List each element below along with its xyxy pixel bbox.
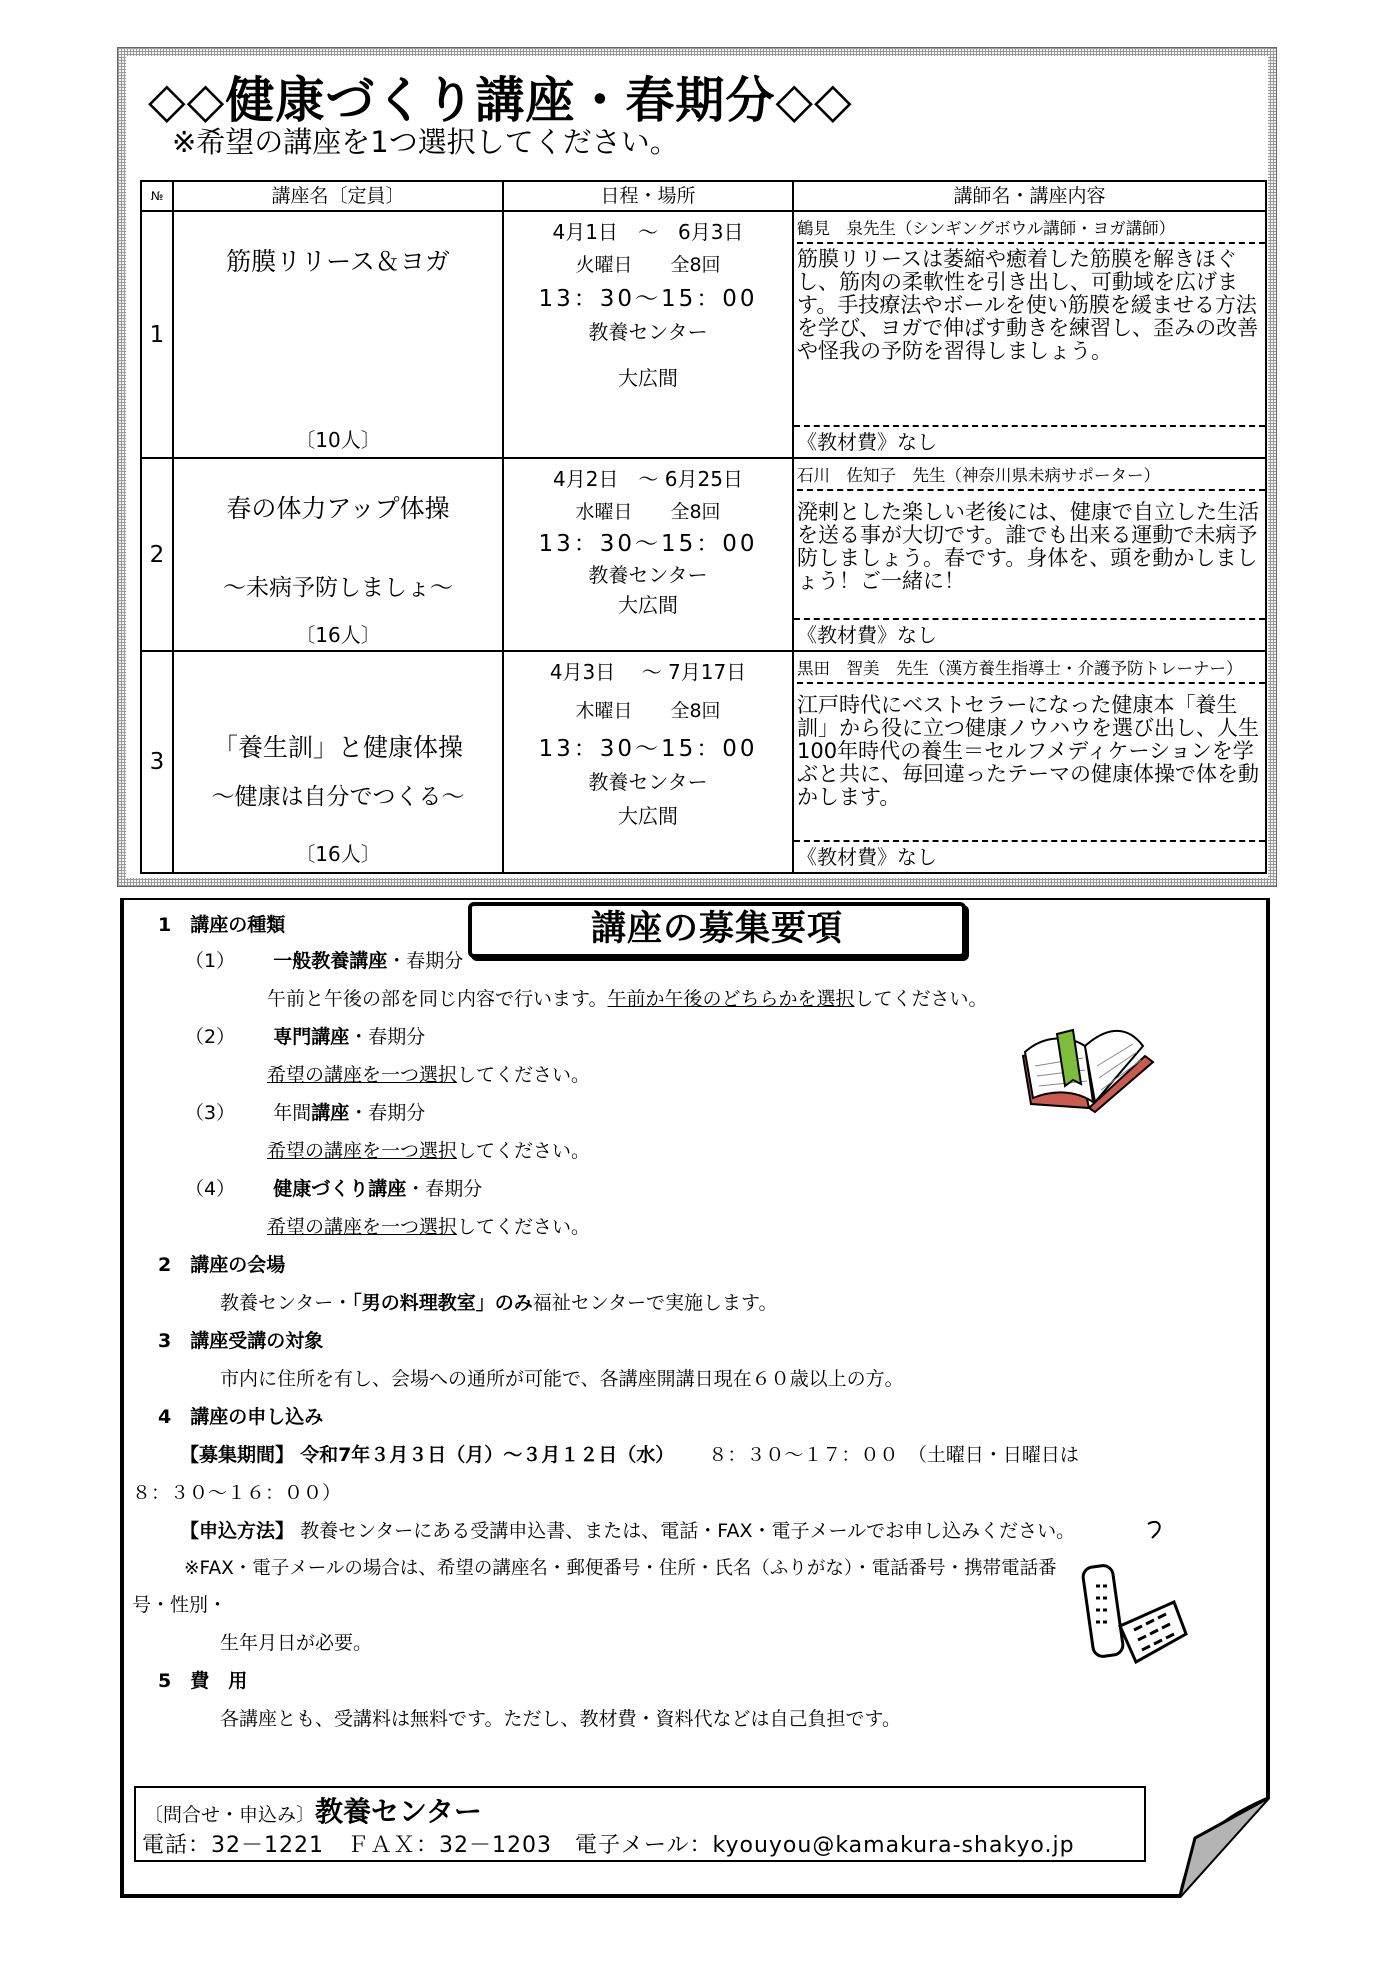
underlined-text: 希望の講座を一つ選択 [267,1140,458,1162]
item-number: （3） [185,1102,236,1124]
course-type-name: 健康づくり講座 [273,1178,407,1200]
header-instructor: 講師名・講座内容 [793,181,1266,211]
course-name: 「養生訓」と健康体操 [212,733,463,762]
recruitment-heading: 講座の募集要項 [468,902,966,958]
course-description: 江戸時代にベストセラーになった健康本「養生訓」から役に立つ健康ノウハウを選び出し、人生100年時代の養生＝セルフメディケーションを学ぶと共に、毎回違ったテーマの健康体操で体を動かします。 [797,693,1259,809]
section-1-title: 1 講座の種類 [158,914,286,936]
page-subtitle: ※希望の講座を1つ選択してください。 [172,125,679,159]
item-1-3 [185,1098,425,1125]
contact-organization: 教養センター [315,1795,482,1828]
section-5-title: 5 費 用 [158,1670,248,1692]
course-name-cell [173,211,503,458]
item-1-4-text [267,1212,590,1239]
section-2-title: 2 講座の会場 [158,1254,286,1276]
table-header-row [141,181,1266,211]
contact-heading [144,1790,482,1830]
schedule-cell [503,651,793,873]
application-period-weekend: ８：３０～１６：００） [132,1482,342,1504]
item-1-3-text [267,1136,590,1163]
course-description: 筋膜リリースは萎縮や癒着した筋膜を解きほぐし、筋肉の柔軟性を引き出し、可動域を広げます。手技療法やボールを使い筋膜を緩ませる方法を学び、ヨガで伸ばす動きを練習し、歪みの改善や怪我の予防を習得しましょう。 [797,247,1259,363]
row-number: 3 [141,651,173,873]
course-time: 13：30～15：00 [538,736,758,762]
period-dates: 令和7年３月３日（月）～３月１２日（水） [300,1444,675,1466]
section-3-title: 3 講座受講の対象 [158,1330,324,1352]
method-label: 【申込方法】 [180,1520,295,1542]
contact-details: 電話：32－1221 ＦＡＸ：32－1203 電子メール：kyouyou@kamakura-shakyo.jp [142,1833,1075,1858]
schedule-cell [503,211,793,458]
table-row [141,458,1266,651]
course-dates: 4月3日 ～ 7月17日 [549,660,747,684]
instructor-name: 鶴見 泉先生（シンギングボウル講師・ヨガ講師） [797,215,1265,244]
underlined-text: 希望の講座を一つ選択 [267,1216,458,1238]
course-time: 13：30～15：00 [538,286,758,312]
text: 午前と午後の部を同じ内容で行います。 [267,988,608,1010]
note-line-2: 号・性別・ [132,1594,228,1616]
note-line-3: 生年月日が必要。 [220,1632,373,1654]
item-1-2-text [267,1060,590,1087]
course-list-panel [126,56,1268,878]
course-name-cell [173,458,503,651]
course-room: 大広間 [618,804,678,828]
instructor-name: 黒田 智美 先生（漢方養生指導士・介護予防トレーナー） [797,655,1265,684]
course-term: ・春期分 [406,1178,483,1200]
period-label: 【募集期間】 [180,1444,295,1466]
item-number: （2） [185,1026,236,1048]
course-capacity: 〔16人〕 [295,842,381,866]
material-fee: 《教材費》なし [794,425,1265,457]
course-day: 火曜日 全8回 [575,254,721,276]
page-title: ◇◇健康づくり講座・春期分◇◇ [148,72,853,129]
course-term: ・春期分 [349,1026,426,1048]
course-day: 水曜日 全8回 [575,501,721,523]
application-period [180,1440,1079,1467]
course-name: 春の体力アップ体操 [226,494,450,523]
header-no: № [141,181,173,211]
instructor-cell [793,651,1266,873]
instructor-cell [793,211,1266,458]
item-1-1-text [267,984,988,1011]
recruitment-guide [120,898,1272,1898]
text: してください。 [457,1216,591,1238]
course-term: ・春期分 [349,1102,426,1124]
material-fee: 《教材費》なし [794,840,1265,872]
item-number: （4） [185,1178,236,1200]
schedule-cell [503,458,793,651]
course-type-name: 専門講座 [273,1026,350,1048]
course-time: 13：30～15：00 [538,531,758,557]
table-row [141,211,1266,458]
course-subtitle: ～健康は自分でつくる～ [211,784,465,810]
course-description: 溌剌とした楽しい老後には、健康で自立した生活を送る事が大切です。誰でも出来る運動で未病予防しましょう。春です。身体を、頭を動かしましょう！ご一緒に！ [797,500,1259,593]
section-3-text: 市内に住所を有し、会場への通所が可能で、各講座開講日現在６０歳以上の方。 [220,1368,904,1390]
text: 教養センター・ [220,1292,353,1314]
bold-text: 「男の料理教室」のみ [352,1292,533,1314]
course-dates: 4月2日 ～ 6月25日 [553,467,743,491]
instructor-cell [793,458,1266,651]
section-2-text [220,1288,778,1315]
row-number: 1 [141,211,173,458]
item-number: （1） [185,950,236,972]
section-4-title: 4 講座の申し込み [158,1406,324,1428]
course-venue: 教養センター [588,770,708,794]
material-fee: 《教材費》なし [794,618,1265,650]
course-type-name: 一般教養講座 [273,950,388,972]
table-row [141,651,1266,873]
note-line-1: ※FAX・電子メールの場合は、希望の講座名・郵便番号・住所・氏名（ふりがな）・電話番号・携帯電話番 [184,1558,1057,1579]
period-hours: ８：３０～１７：００ （土曜日・日曜日は [708,1444,1079,1466]
item-1-1 [185,946,463,973]
course-room: 大広間 [618,366,678,390]
row-number: 2 [141,458,173,651]
text: してください。 [457,1140,591,1162]
course-dates: 4月1日 ～ 6月3日 [552,220,744,244]
course-type-name: 講座 [311,1102,350,1124]
section-5-text: 各講座とも、受講料は無料です。ただし、教材費・資料代などは自己負担です。 [220,1708,901,1730]
course-venue: 教養センター [588,563,708,587]
item-1-2 [185,1022,425,1049]
course-capacity: 〔10人〕 [295,428,381,452]
open-book-icon [1015,986,1155,1116]
contact-label: 〔問合せ・申込み〕 [144,1804,316,1826]
course-room: 大広間 [618,593,678,617]
text: 福祉センターで実施します。 [532,1292,778,1314]
method-text: 教養センターにある受講申込書、または、電話・FAX・電子メールでお申し込みください。 [300,1520,1076,1542]
course-list-frame [117,47,1277,887]
header-name: 講座名〔定員〕 [173,181,503,211]
course-table [140,180,1267,874]
text: 年間 [273,1102,312,1124]
contact-box [134,1786,1146,1862]
underlined-text: 希望の講座を一つ選択 [267,1064,458,1086]
course-venue: 教養センター [588,320,708,344]
course-subtitle: ～未病予防しましょ～ [223,575,453,601]
underlined-text: 午前か午後のどちらかを選択 [607,988,855,1010]
instructor-name: 石川 佐知子 先生（神奈川県未病サポーター） [797,462,1265,491]
header-schedule: 日程・場所 [503,181,793,211]
course-name: 筋膜リリース＆ヨガ [226,247,450,276]
course-day: 木曜日 全8回 [575,700,721,722]
text: してください。 [457,1064,591,1086]
course-term: ・春期分 [387,950,464,972]
course-capacity: 〔16人〕 [295,623,381,647]
text: してください。 [854,988,988,1010]
course-name-cell [173,651,503,873]
item-1-4 [185,1174,482,1201]
application-method [180,1516,1075,1543]
telephone-icon [1078,1516,1190,1666]
